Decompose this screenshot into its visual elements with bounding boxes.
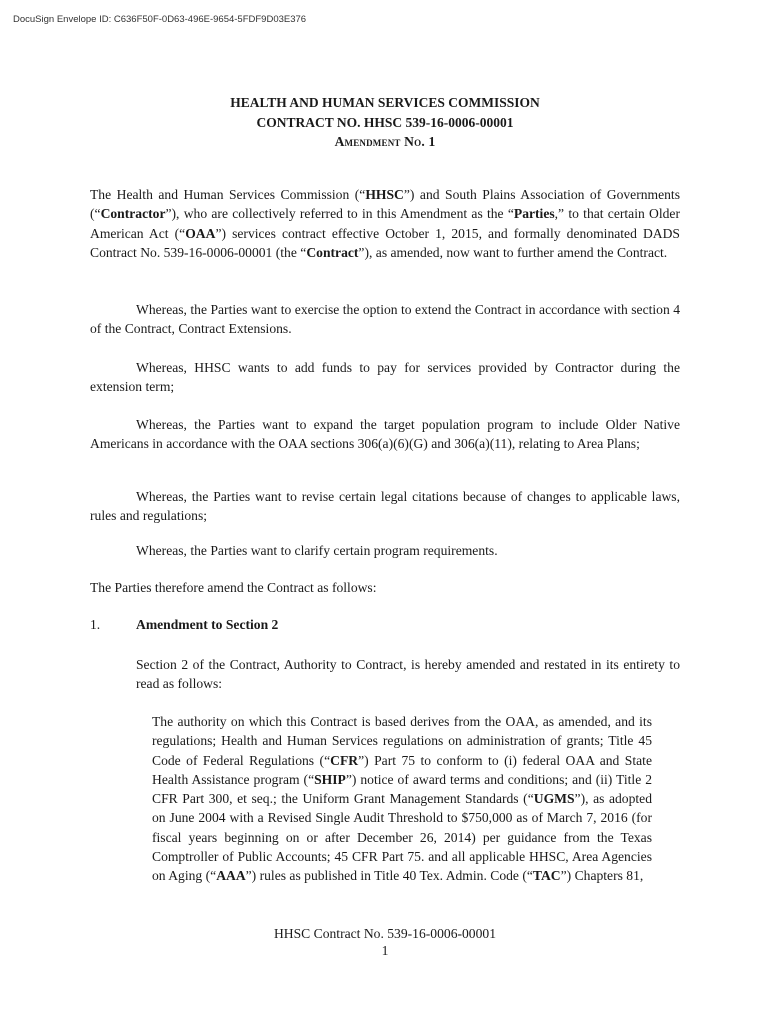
therefore-paragraph: The Parties therefore amend the Contract as follows: [90, 580, 377, 595]
title-amendment: Amendment No. 1 [334, 134, 436, 149]
intro-paragraph: The Health and Human Services Commission (“HHSC”) and South Plains Association of Governments (“Contractor”), who are collectively referred to in this Amendment as the “Parties,” to that certain Older American Act (“OAA”) services contract effective October 1, 2015, and formally denominated DADS Contract No. 539-16-0006-00001 (the “Contract”), as amended, now want to further amend the Contract. [90, 187, 680, 260]
title-line-1: HEALTH AND HUMAN SERVICES COMMISSION [230, 95, 540, 110]
authority-block-paragraph: The authority on which this Contract is based derives from the OAA, as amended, and its regulations; Health and Human Services regulations on administration of grants; Title 45 Code of Federal Regulations (“CFR”) Part 75 to conform to (i) federal OAA and State Health Assistance program (“SHIP”) notice of award terms and conditions; and (ii) Title 2 CFR Part 300, et seq.; the Uniform Grant Management Standards (“UGMS”), as adopted on June 2004 with a Revised Single Audit Threshold to $750,000 as of March 7, 2016 (for fiscal years beginning on or after December 26, 2014) per guidance from the Texas Comptroller of Public Accounts; 45 CFR Part 75. and all applicable HHSC, Area Agencies on Aging (“AAA”) rules as published in Title 40 Tex. Admin. Code (“TAC”) Chapters 81, [152, 714, 652, 884]
whereas-paragraph: Whereas, the Parties want to revise certain legal citations because of changes to applicable laws, rules and regulations; [90, 489, 680, 524]
section-intro-paragraph: Section 2 of the Contract, Authority to Contract, is hereby amended and restated in its entirety to read as follows: [136, 657, 680, 692]
title-line-2: CONTRACT NO. HHSC 539-16-0006-00001 [256, 115, 514, 130]
whereas-paragraph: Whereas, the Parties want to expand the target population program to include Older Native Americans in accordance with the OAA sections 306(a)(6)(G) and 306(a)(11), relating to Area Plans; [90, 417, 680, 452]
footer-contract-number: HHSC Contract No. 539-16-0006-00001 [273, 926, 496, 941]
docusign-envelope-id: DocuSign Envelope ID: C636F50F-0D63-496E-9654-5FDF9D03E376 [13, 14, 307, 25]
whereas-paragraph: Whereas, the Parties want to exercise the option to extend the Contract in accordance with section 4 of the Contract, Contract Extensions. [90, 302, 680, 337]
page-number: 1 [381, 943, 389, 958]
whereas-paragraph: Whereas, the Parties want to clarify certain program requirements. [136, 543, 498, 558]
section-title: Amendment to Section 2 [136, 617, 279, 632]
section-number: 1. [90, 617, 101, 632]
whereas-paragraph: Whereas, HHSC wants to add funds to pay for services provided by Contractor during the extension term; [90, 360, 680, 395]
